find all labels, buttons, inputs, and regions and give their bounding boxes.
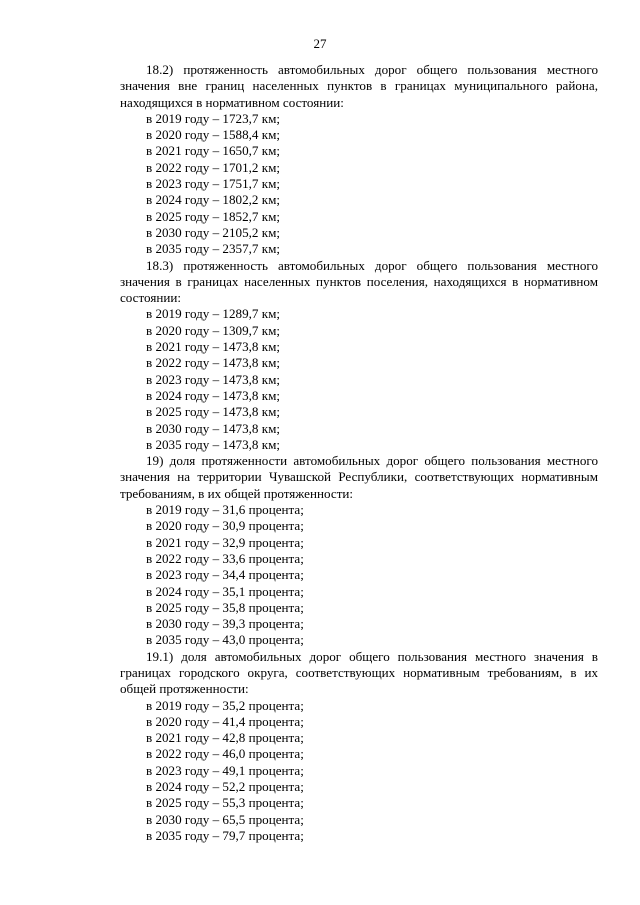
- list-item: в 2025 году – 55,3 процента;: [146, 795, 304, 811]
- list-item: в 2022 году – 1701,2 км;: [146, 159, 280, 175]
- list-item: в 2021 году – 1650,7 км;: [146, 143, 280, 159]
- list-item: в 2030 году – 39,3 процента;: [146, 616, 304, 632]
- list-item: в 2019 году – 31,6 процента;: [146, 502, 304, 518]
- list-item: в 2023 году – 1751,7 км;: [146, 176, 280, 192]
- list-item: в 2035 году – 79,7 процента;: [146, 827, 304, 843]
- section-heading: 19) доля протяженности автомобильных дорог общего пользования местного значения на территории Чувашской Республики, соответствующих нормативным требованиям, в их общей протяженности:: [120, 453, 598, 501]
- list-item: в 2022 году – 1473,8 км;: [146, 355, 280, 371]
- list-item: в 2023 году – 49,1 процента;: [146, 762, 304, 778]
- list-item: в 2035 году – 2357,7 км;: [146, 241, 280, 257]
- page-number: 27: [313, 36, 327, 51]
- list-item: в 2019 году – 35,2 процента;: [146, 697, 304, 713]
- list-item: в 2020 году – 1309,7 км;: [146, 322, 280, 338]
- list-item: в 2024 году – 52,2 процента;: [146, 779, 304, 795]
- list-item: в 2030 году – 65,5 процента;: [146, 811, 304, 827]
- section-19-1: [120, 649, 598, 845]
- list-item: в 2025 году – 35,8 процента;: [146, 599, 304, 615]
- section-heading: 19.1) доля автомобильных дорог общего пользования местного значения в границах городского округа, соответствующих нормативным требованиям, в их общей протяженности:: [120, 648, 598, 697]
- section-heading: 18.3) протяженность автомобильных дорог общего пользования местного значения в границах населенных пунктов поселения, находящихся в нормативном состоянии:: [120, 257, 598, 306]
- section-18-2: [120, 62, 598, 258]
- list-item: в 2022 году – 46,0 процента;: [146, 746, 304, 762]
- list-item: в 2020 году – 30,9 процента;: [146, 518, 304, 534]
- list-item: в 2020 году – 1588,4 км;: [146, 127, 280, 143]
- list-item: в 2025 году – 1473,8 км;: [146, 404, 280, 420]
- document-body: [120, 62, 598, 844]
- list-item: в 2024 году – 1802,2 км;: [146, 192, 280, 208]
- list-item: в 2020 году – 41,4 процента;: [146, 713, 304, 729]
- list-item: в 2023 году – 1473,8 км;: [146, 371, 280, 387]
- list-item: в 2023 году – 34,4 процента;: [146, 567, 304, 583]
- section-18-3: [120, 258, 598, 454]
- section-heading: 18.2) протяженность автомобильных дорог общего пользования местного значения вне границ населенных пунктов в границах муниципального района, находящихся в нормативном состоянии:: [120, 62, 598, 110]
- list-item: в 2030 году – 1473,8 км;: [146, 420, 280, 436]
- list-item: в 2024 году – 1473,8 км;: [146, 387, 280, 403]
- list-item: в 2030 году – 2105,2 км;: [146, 224, 280, 240]
- list-item: в 2021 году – 42,8 процента;: [146, 730, 304, 746]
- list-item: в 2019 году – 1289,7 км;: [146, 306, 280, 322]
- list-item: в 2021 году – 1473,8 км;: [146, 339, 280, 355]
- list-item: в 2022 году – 33,6 процента;: [146, 550, 304, 566]
- list-item: в 2024 году – 35,1 процента;: [146, 583, 304, 599]
- section-19: [120, 453, 598, 649]
- list-item: в 2019 году – 1723,7 км;: [146, 110, 280, 126]
- list-item: в 2021 году – 32,9 процента;: [146, 534, 304, 550]
- list-item: в 2035 году – 43,0 процента;: [146, 632, 304, 648]
- list-item: в 2035 году – 1473,8 км;: [146, 436, 280, 452]
- list-item: в 2025 году – 1852,7 км;: [146, 208, 280, 224]
